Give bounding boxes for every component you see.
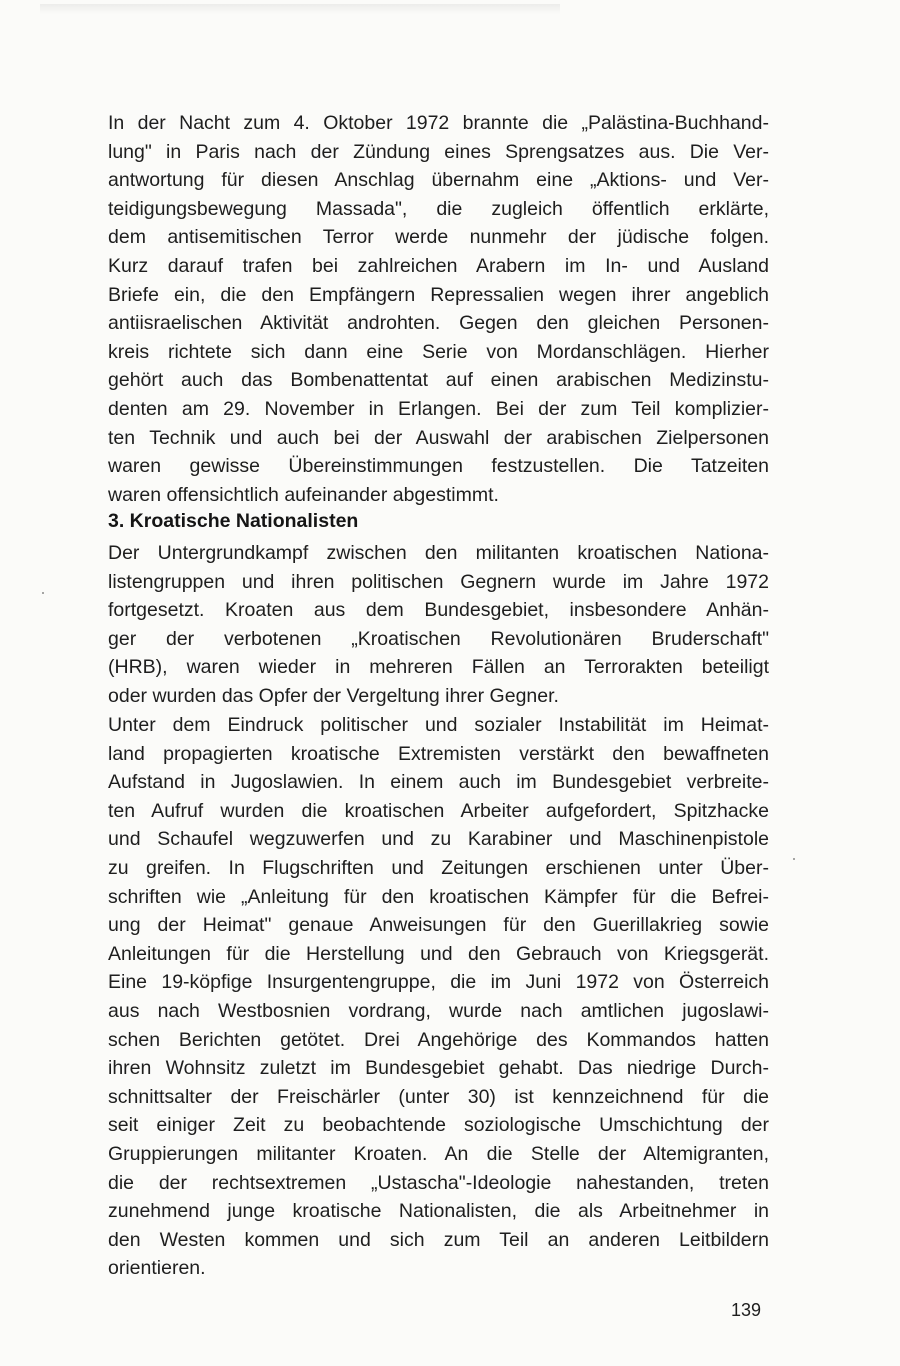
page-number: 139 — [731, 1300, 762, 1320]
text-line: zunehmend junge kroatische Nationalisten, die als Arbeitnehmer in — [108, 1200, 769, 1223]
text-line: ten Aufruf wurden die kroatischen Arbeiter aufgefordert, Spitzhacke — [108, 799, 769, 822]
scan-shadow — [40, 4, 560, 14]
text-line: antwortung für diesen Anschlag übernahm eine „Aktions- und Ver- — [108, 169, 769, 192]
text-line: Eine 19-köpfige Insurgentengruppe, die im Juni 1972 von Österreich — [108, 971, 769, 994]
text-line: oder wurden das Opfer der Vergeltung ihrer Gegner. — [108, 684, 559, 707]
text-line: ihren Wohnsitz zuletzt im Bundesgebiet gehabt. Das niedrige Durch- — [108, 1057, 769, 1080]
text-line: lung" in Paris nach der Zündung eines Sprengsatzes aus. Die Ver- — [108, 140, 769, 163]
text-line: waren gewisse Übereinstimmungen festzustellen. Die Tatzeiten — [108, 455, 769, 478]
text-line: denten am 29. November in Erlangen. Bei der zum Teil komplizier- — [108, 397, 769, 420]
text-line: Briefe ein, die den Empfängern Repressalien wegen ihrer angeblich — [108, 283, 769, 306]
text-line: kreis richtete sich dann eine Serie von Mordanschlägen. Hierher — [108, 340, 769, 363]
text-line: schnittsalter der Freischärler (unter 30) ist kennzeichnend für die — [108, 1085, 769, 1108]
scan-speck — [42, 592, 44, 594]
text-line: In der Nacht zum 4. Oktober 1972 brannte die „Palästina-Buchhand- — [108, 112, 769, 134]
text-line: seit einiger Zeit zu beobachtende soziologische Umschichtung der — [108, 1114, 769, 1137]
text-line: teidigungsbewegung Massada", die zugleich öffentlich erklärte, — [108, 197, 769, 220]
section-heading: 3. Kroatische Nationalisten — [108, 510, 359, 532]
text-line: orientieren. — [108, 1257, 206, 1280]
text-line: antiisraelischen Aktivität androhten. Gegen den gleichen Personen- — [108, 312, 769, 335]
text-line: Gruppierungen militanter Kroaten. An die Stelle der Altemigranten, — [108, 1142, 769, 1165]
text-line: waren offensichtlich aufeinander abgestimmt. — [108, 483, 499, 506]
text-line: zu greifen. In Flugschriften und Zeitungen erschienen unter Über- — [108, 856, 769, 879]
text-line: den Westen kommen und sich zum Teil an anderen Leitbildern — [108, 1228, 769, 1251]
text-line: Kurz darauf trafen bei zahlreichen Arabern im In- und Ausland — [108, 254, 769, 277]
text-line: Anleitungen für die Herstellung und den Gebrauch von Kriegsgerät. — [108, 942, 769, 965]
text-line: schen Berichten getötet. Drei Angehörige des Kommandos hatten — [108, 1028, 769, 1051]
text-line: (HRB), waren wieder in mehreren Fällen an Terrorakten beteiligt — [108, 656, 769, 679]
paragraph-terror-attacks — [108, 109, 769, 509]
text-line: listengruppen und ihren politischen Gegnern wurde im Jahre 1972 — [108, 570, 769, 593]
text-line: ger der verbotenen „Kroatischen Revolutionären Bruderschaft" — [108, 627, 769, 650]
text-line: und Schaufel wegzuwerfen und zu Karabiner und Maschinenpistole — [108, 828, 769, 851]
text-line: ten Technik und auch bei der Auswahl der arabischen Zielpersonen — [108, 426, 769, 449]
text-line: Der Untergrundkampf zwischen den militanten kroatischen Nationa- — [108, 542, 769, 564]
text-line: aus nach Westbosnien vordrang, wurde nach amtlichen jugoslawi- — [108, 999, 769, 1022]
scan-speck — [793, 858, 795, 860]
text-line: Unter dem Eindruck politischer und sozialer Instabilität im Heimat- — [108, 714, 769, 736]
text-line: fortgesetzt. Kroaten aus dem Bundesgebiet, insbesondere Anhän- — [108, 599, 769, 622]
text-line: dem antisemitischen Terror werde nunmehr der jüdische folgen. — [108, 226, 769, 249]
paragraph-underground-struggle — [108, 539, 769, 711]
text-line: land propagierten kroatische Extremisten verstärkt den bewaffneten — [108, 742, 769, 765]
text-line: Aufstand in Jugoslawien. In einem auch im Bundesgebiet verbreite- — [108, 771, 769, 794]
paragraph-armed-uprising — [108, 711, 769, 1283]
text-line: schriften wie „Anleitung für den kroatischen Kämpfer für die Befrei- — [108, 885, 769, 908]
text-line: ung der Heimat" genaue Anweisungen für den Guerillakrieg sowie — [108, 914, 769, 937]
text-line: die der rechtsextremen „Ustascha"-Ideologie nahestanden, treten — [108, 1171, 769, 1194]
text-line: gehört auch das Bombenattentat auf einen arabischen Medizinstu- — [108, 369, 769, 392]
